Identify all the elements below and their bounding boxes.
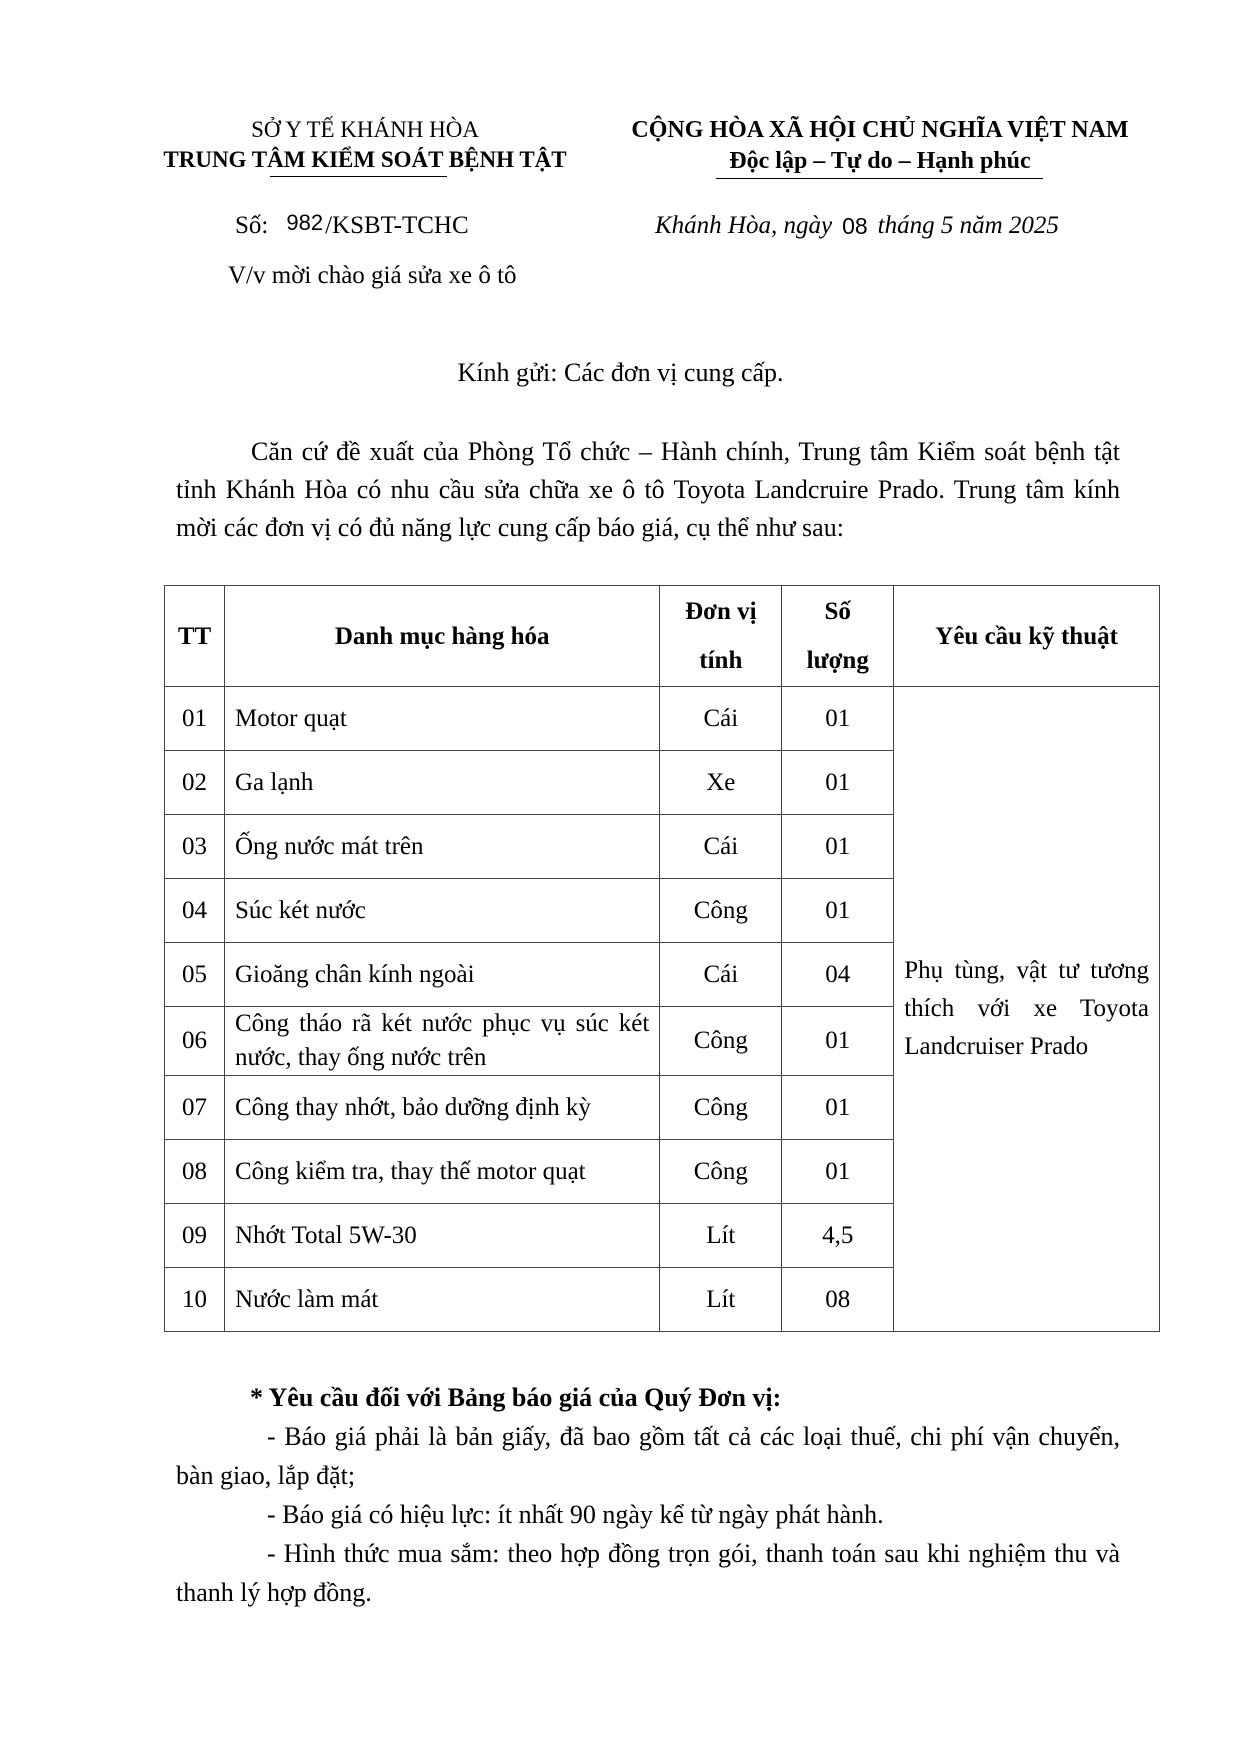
row-item-name: Ga lạnh: [224, 751, 659, 815]
agency-name: TRUNG TÂM KIỂM SOÁT BỆNH TẬT: [163, 147, 567, 172]
row-item-name: Công kiểm tra, thay thế motor quạt: [224, 1140, 659, 1204]
number-label: Số:: [235, 212, 269, 239]
row-quantity: 01: [782, 751, 894, 815]
row-quantity: 08: [782, 1268, 894, 1332]
header-tt: TT: [165, 586, 225, 687]
row-quantity: 01: [782, 815, 894, 879]
motto: Độc lập – Tự do – Hạnh phúc: [729, 148, 1031, 174]
row-tt: 07: [165, 1076, 225, 1140]
row-quantity: 01: [782, 1007, 894, 1076]
row-unit: Công: [660, 1076, 782, 1140]
row-tt: 01: [165, 687, 225, 751]
intro-paragraph: Căn cứ đề xuất của Phòng Tổ chức – Hành chính, Trung tâm Kiểm soát bệnh tật tỉnh Khánh Hòa có nhu cầu sửa chữa xe ô tô Toyota Landcruire Prado. Trung tâm kính mời các đơn vị có đủ năng lực cung cấp báo giá, cụ thể như sau:: [176, 437, 1120, 542]
date-suffix: tháng 5 năm 2025: [877, 212, 1059, 239]
row-unit: Xe: [660, 751, 782, 815]
row-unit: Cái: [660, 943, 782, 1007]
requirement-item: - Hình thức mua sắm: theo hợp đồng trọn gói, thanh toán sau khi nghiệm thu và thanh lý hợp đồng.: [176, 1539, 1120, 1607]
row-tt: 08: [165, 1140, 225, 1204]
issuing-agency-block: [150, 115, 580, 175]
row-tt: 02: [165, 751, 225, 815]
row-quantity: 04: [782, 943, 894, 1007]
national-heading: [620, 115, 1140, 177]
row-quantity: 01: [782, 1076, 894, 1140]
row-tt: 04: [165, 879, 225, 943]
quotation-requirements: [176, 1378, 1120, 1612]
row-quantity: 4,5: [782, 1204, 894, 1268]
row-unit: Cái: [660, 687, 782, 751]
document-date: [655, 212, 1059, 240]
number-suffix: /KSBT-TCHC: [325, 212, 469, 239]
row-item-name: Ống nước mát trên: [224, 815, 659, 879]
requirement-item: - Báo giá phải là bản giấy, đã bao gồm tất cả các loại thuế, chi phí vận chuyển, bàn giao, lắp đặt;: [176, 1422, 1120, 1490]
table-row: [165, 687, 1160, 751]
row-item-name: Motor quạt: [224, 687, 659, 751]
motto-underline: [716, 178, 1043, 179]
document-subject: V/v mời chào giá sửa xe ô tô: [228, 262, 517, 289]
nation-name: CỘNG HÒA XÃ HỘI CHỦ NGHĨA VIỆT NAM: [631, 117, 1129, 143]
row-tt: 10: [165, 1268, 225, 1332]
row-unit: Cái: [660, 815, 782, 879]
row-unit: Công: [660, 1007, 782, 1076]
requirements-title: * Yêu cầu đối với Bảng báo giá của Quý Đơn vị:: [250, 1383, 782, 1412]
row-unit: Lít: [660, 1204, 782, 1268]
parent-agency: SỞ Y TẾ KHÁNH HÒA: [251, 117, 479, 142]
header-unit: Đơn vị tính: [660, 586, 782, 687]
items-table: [164, 585, 1160, 1332]
row-unit: Công: [660, 1140, 782, 1204]
header-quantity: Số lượng: [782, 586, 894, 687]
row-item-name: Súc két nước: [224, 879, 659, 943]
row-quantity: 01: [782, 1140, 894, 1204]
header-item-name: Danh mục hàng hóa: [224, 586, 659, 687]
number-value: 982: [286, 210, 324, 235]
row-tt: 09: [165, 1204, 225, 1268]
row-item-name: Công tháo rã két nước phục vụ súc két nước, thay ống nước trên: [224, 1007, 659, 1076]
document-number: [235, 212, 469, 240]
row-item-name: Công thay nhớt, bảo dưỡng định kỳ: [224, 1076, 659, 1140]
technical-requirement: Phụ tùng, vật tư tương thích với xe Toyota Landcruiser Prado: [894, 687, 1160, 1332]
date-day: 08: [842, 213, 868, 239]
row-unit: Lít: [660, 1268, 782, 1332]
header-requirement: Yêu cầu kỹ thuật: [894, 586, 1160, 687]
row-item-name: Nước làm mát: [224, 1268, 659, 1332]
row-tt: 03: [165, 815, 225, 879]
row-tt: 06: [165, 1007, 225, 1076]
recipient-line: Kính gửi: Các đơn vị cung cấp.: [457, 358, 784, 387]
agency-underline: [270, 176, 447, 177]
table-header-row: [165, 586, 1160, 687]
row-quantity: 01: [782, 879, 894, 943]
row-unit: Công: [660, 879, 782, 943]
requirement-item: - Báo giá có hiệu lực: ít nhất 90 ngày kể từ ngày phát hành.: [267, 1500, 884, 1529]
row-item-name: Nhớt Total 5W-30: [224, 1204, 659, 1268]
date-prefix: Khánh Hòa, ngày: [655, 212, 833, 239]
row-tt: 05: [165, 943, 225, 1007]
row-item-name: Gioăng chân kính ngoài: [224, 943, 659, 1007]
row-quantity: 01: [782, 687, 894, 751]
